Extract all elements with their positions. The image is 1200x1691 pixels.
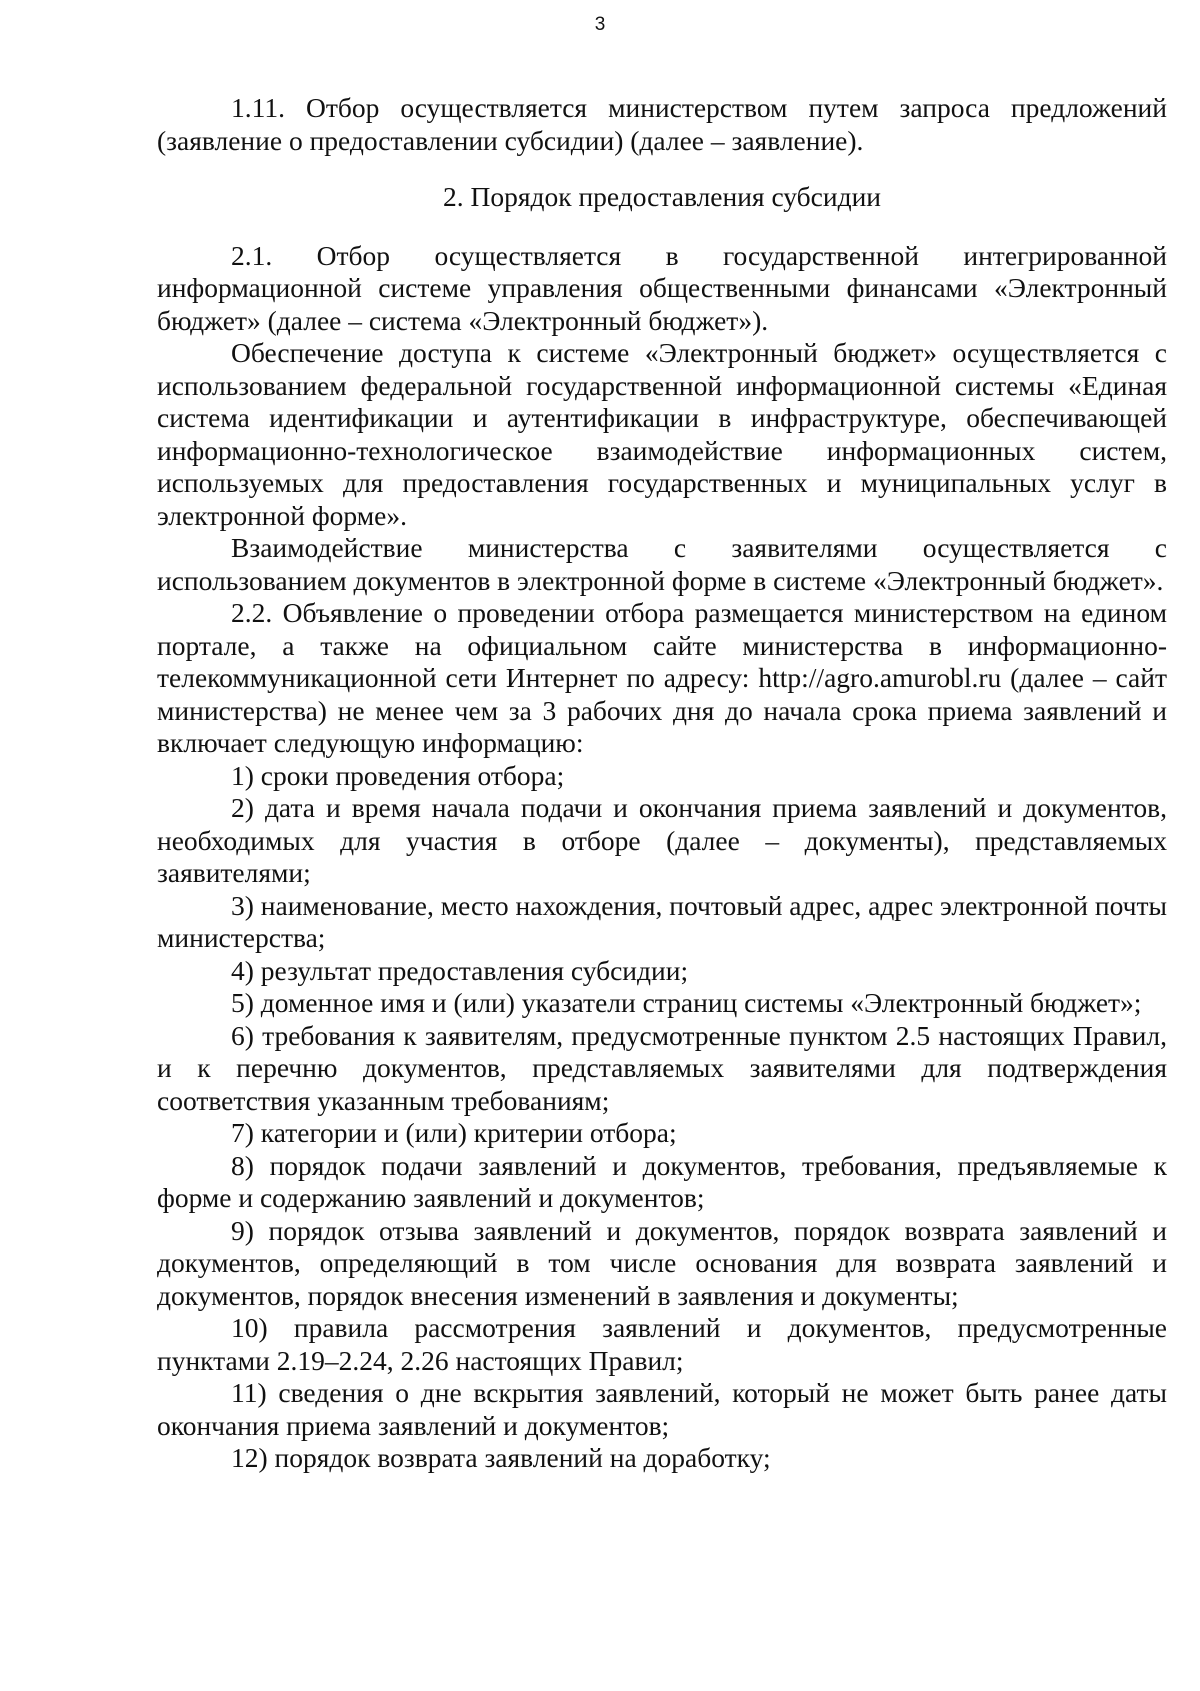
list-item-5: 5) доменное имя и (или) указатели страниц системы «Электронный бюджет»; [231, 987, 1142, 1018]
list-item-8: 8) порядок подачи заявлений и документов, требования, предъявляемые к форме и содержанию заявлений и документов; [157, 1149, 1167, 1213]
list-item-3: 3) наименование, место нахождения, почтовый адрес, адрес электронной почты министерства; [157, 889, 1167, 953]
list-item-7: 7) категории и (или) критерии отбора; [231, 1117, 677, 1148]
section-heading: 2. Порядок предоставления субсидии [442, 181, 882, 212]
list-item-6: 6) требования к заявителям, предусмотренные пунктом 2.5 настоящих Правил, и к перечню документов, представляемых заявителями для подтверждения соответствия указанным требованиям; [157, 1019, 1167, 1116]
document-body [157, 92, 1167, 1475]
list-item-12: 12) порядок возврата заявлений на доработку; [231, 1442, 771, 1473]
list-item-4: 4) результат предоставления субсидии; [231, 954, 689, 986]
list-item-11: 11) сведения о дне вскрытия заявлений, который не может быть ранее даты окончания приема заявлений и документов; [157, 1377, 1167, 1441]
paragraph-1-11: 1.11. Отбор осуществляется министерством путем запроса предложений (заявление о предоставлении субсидии) (далее – заявление). [157, 92, 1167, 156]
list-item-1: 1) сроки проведения отбора; [231, 759, 565, 791]
paragraph-access: Обеспечение доступа к системе «Электронный бюджет» осуществляется с использованием федеральной государственной информационной системы «Единая система идентификации и аутентификации в инфраструктуре, обеспечивающей информационно-технологическое взаимодействие информационных систем, используемых для предоставления государственных и муниципальных услуг в электронной форме». [157, 337, 1167, 531]
list-item-9: 9) порядок отзыва заявлений и документов, порядок возврата заявлений и документов, определяющий в том числе основания для возврата заявлений и документов, порядок внесения изменений в заявления и документы; [157, 1214, 1167, 1311]
paragraph-2-2: 2.2. Объявление о проведении отбора размещается министерством на едином портале, а также на официальном сайте министерства в информационно-телекоммуникационной сети Интернет по адресу: http://agro.amurobl.ru (далее – сайт министерства) не менее чем за 3 рабочих дня до начала срока приема заявлений и включает следующую информацию: [157, 597, 1167, 758]
page-number: 3 [594, 14, 606, 35]
paragraph-2-1: 2.1. Отбор осуществляется в государственной интегрированной информационной системе управления общественными финансами «Электронный бюджет» (далее – система «Электронный бюджет»). [157, 239, 1167, 336]
list-item-2: 2) дата и время начала подачи и окончания приема заявлений и документов, необходимых для участия в отборе (далее – документы), представляемых заявителями; [157, 792, 1167, 888]
paragraph-interaction: Взаимодействие министерства с заявителями осуществляется с использованием документов в электронной форме в системе «Электронный бюджет». [157, 532, 1167, 596]
list-item-10: 10) правила рассмотрения заявлений и документов, предусмотренные пунктами 2.19–2.24, 2.26 настоящих Правил; [157, 1312, 1167, 1376]
